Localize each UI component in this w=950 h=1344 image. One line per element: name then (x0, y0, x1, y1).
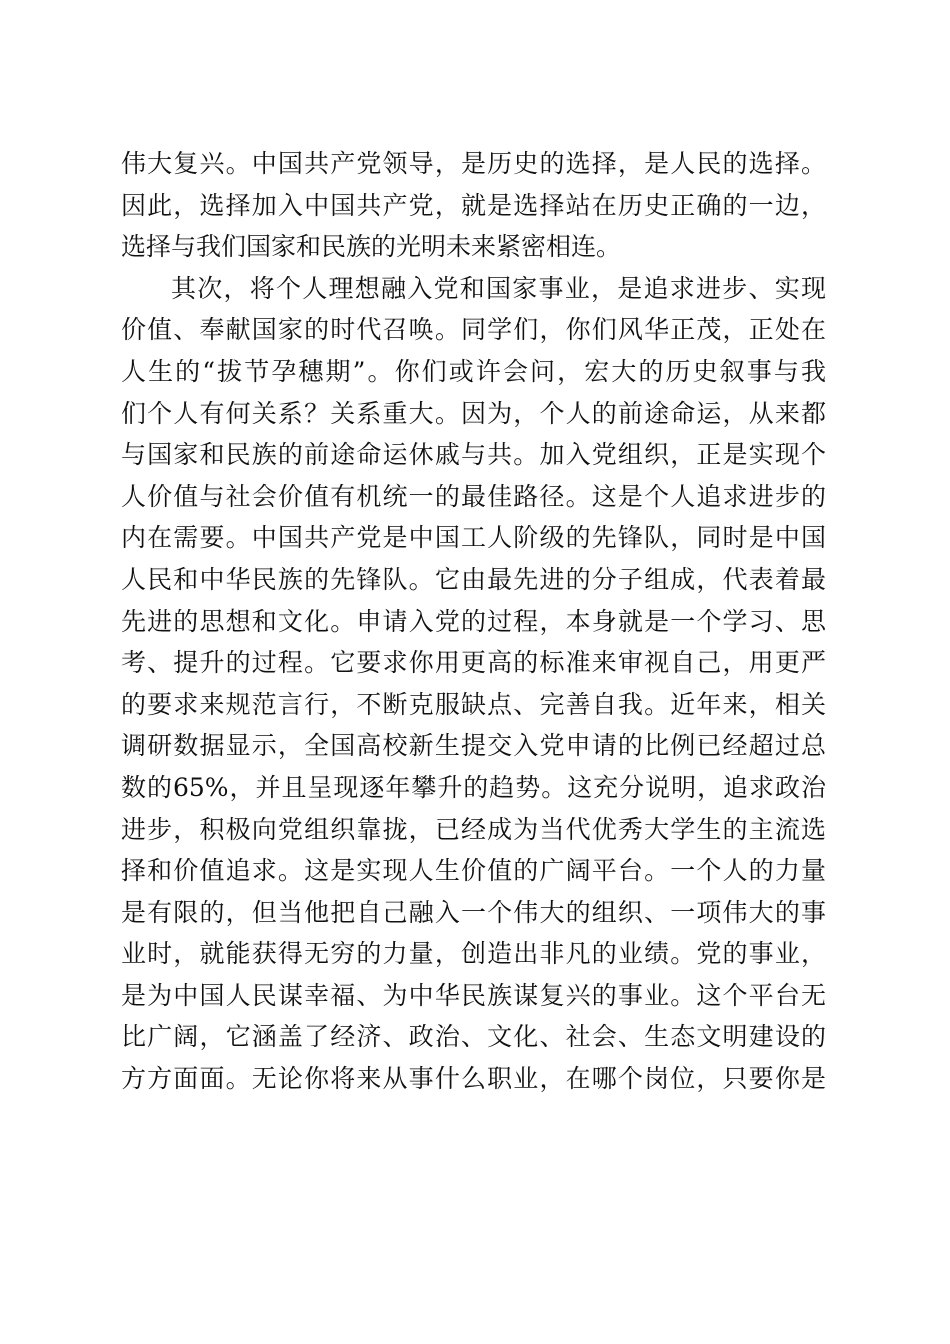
text-line: 选择与我们国家和民族的光明未来紧密相连。 (121, 232, 622, 262)
text-line: 人价值与社会价值有机统一的最佳路径。这是个人追求进步的 (121, 481, 826, 511)
paragraph-1 (121, 143, 826, 268)
text-line: 的要求来规范言行，不断克服缺点、完善自我。近年来，相关 (121, 689, 826, 719)
text-line: 业时，就能获得无穷的力量，创造出非凡的业绩。党的事业， (121, 939, 826, 969)
text-line: 们个人有何关系？关系重大。因为，个人的前途命运，从来都 (121, 398, 826, 428)
text-line: 择和价值追求。这是实现人生价值的广阔平台。一个人的力量 (121, 856, 826, 886)
text-line: 伟大复兴。中国共产党领导，是历史的选择，是人民的选择。 (121, 149, 826, 178)
text-line: 与国家和民族的前途命运休戚与共。加入党组织，正是实现个 (121, 440, 826, 470)
text-line: 比广阔，它涵盖了经济、政治、文化、社会、生态文明建设的 (121, 1022, 826, 1052)
text-line: 内在需要。中国共产党是中国工人阶级的先锋队，同时是中国 (121, 523, 826, 553)
text-line: 其次，将个人理想融入党和国家事业，是追求进步、实现 (171, 273, 826, 303)
text-line: 先进的思想和文化。申请入党的过程，本身就是一个学习、思 (121, 606, 826, 636)
text-line: 价值、奉献国家的时代召唤。同学们，你们风华正茂，正处在 (121, 315, 826, 345)
text-line: 进步，积极向党组织靠拢，已经成为当代优秀大学生的主流选 (121, 814, 826, 844)
text-line: 考、提升的过程。它要求你用更高的标准来审视自己，用更严 (121, 648, 826, 678)
text-line: 方方面面。无论你将来从事什么职业，在哪个岗位，只要你是 (121, 1064, 826, 1094)
text-line: 数的65%，并且呈现逐年攀升的趋势。这充分说明，追求政治 (121, 772, 826, 802)
text-line: 人民和中华民族的先锋队。它由最先进的分子组成，代表着最 (121, 564, 826, 594)
text-line: 因此，选择加入中国共产党，就是选择站在历史正确的一边， (121, 190, 826, 220)
body-text (121, 143, 826, 1100)
text-line: 是有限的，但当他把自己融入一个伟大的组织、一项伟大的事 (121, 897, 826, 927)
text-line: 调研数据显示，全国高校新生提交入党申请的比例已经超过总 (121, 731, 826, 761)
text-line: 人生的“拔节孕穗期”。你们或许会问，宏大的历史叙事与我 (121, 356, 826, 386)
paragraph-2 (121, 268, 826, 1100)
text-line: 是为中国人民谋幸福、为中华民族谋复兴的事业。这个平台无 (121, 980, 826, 1010)
